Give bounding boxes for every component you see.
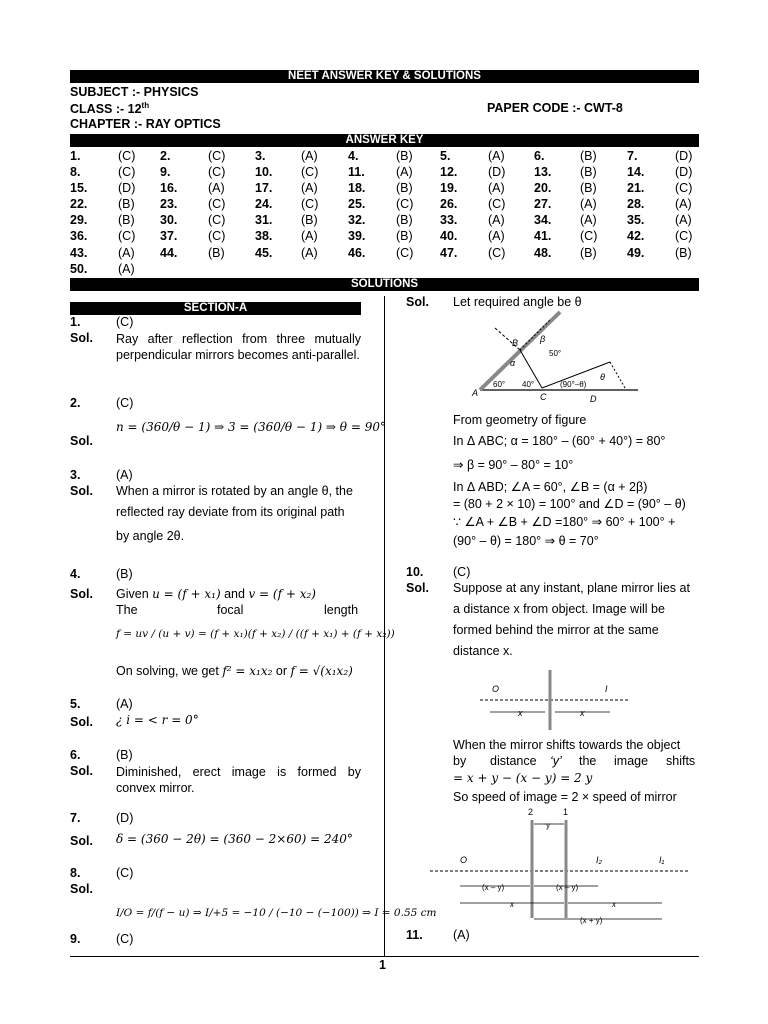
answer-key-question-number: 3. (255, 149, 266, 163)
q10-word-distance: distance (490, 754, 537, 768)
answer-key-row (70, 246, 700, 262)
distance-x-left: x (518, 708, 523, 718)
label-xpy: (x + y) (580, 916, 603, 925)
answer-key-row (70, 262, 700, 278)
beta-label: β (540, 334, 546, 344)
q10-shift-equation: = x + y − (x − y) = 2 y (453, 771, 593, 785)
answer-key-question-number: 7. (627, 149, 638, 163)
q10-answer: (C) (453, 565, 471, 579)
q10-text-line8: So speed of image = 2 × speed of mirror (453, 790, 677, 804)
q2-equation: n = (360/θ − 1) ⇒ 3 = (360/θ − 1) ⇒ θ = 90° (116, 420, 386, 434)
q1-number: 1. (70, 315, 81, 329)
q1-answer: (C) (116, 315, 134, 329)
object-label-2: O (460, 855, 468, 865)
answer-key-question-number: 8. (70, 165, 81, 180)
label-xmy-left: (x – y) (482, 883, 505, 892)
q9-line2: In Δ ABC; α = 180° – (60° + 40°) = 80° (453, 434, 666, 448)
point-b-label: B (512, 338, 519, 348)
answer-key-heading: ANSWER KEY (70, 134, 699, 147)
answer-key-option: (A) (301, 149, 318, 163)
answer-key-question-number: 42. (627, 229, 645, 244)
label-x-left: x (510, 900, 514, 909)
q8-answer: (C) (116, 866, 134, 880)
answer-key-option: (A) (396, 165, 413, 180)
answer-key-option: (C) (208, 149, 226, 163)
answer-key-option: (B) (580, 245, 597, 260)
answer-key-row (70, 197, 700, 213)
answer-key-option: (A) (118, 261, 135, 276)
point-d-label: D (590, 394, 597, 404)
q3-number: 3. (70, 468, 81, 482)
answer-key-question-number: 43. (70, 245, 88, 260)
answer-key-question-number: 34. (534, 213, 552, 228)
object-label: O (492, 684, 500, 694)
q10-text-line2: a distance x from object. Image will be (453, 602, 665, 616)
footer-rule (70, 956, 699, 957)
answer-key-option: (B) (396, 229, 413, 244)
q10-text-line5: When the mirror shifts towards the object (453, 738, 681, 752)
theta-label: θ (600, 372, 605, 382)
answer-key-row (70, 165, 700, 181)
q9-number: 9. (70, 932, 81, 946)
answer-key-question-number: 36. (70, 229, 88, 244)
answer-key-option: (B) (301, 213, 318, 228)
q9-line1: From geometry of figure (453, 413, 587, 427)
answer-key-option: (C) (208, 197, 226, 212)
q9-answer: (C) (116, 932, 134, 946)
q3-text-line1: When a mirror is rotated by an angle θ, the (116, 484, 353, 498)
answer-key-option: (A) (488, 149, 505, 163)
q9-sol-label: Sol. (406, 295, 429, 309)
q8-number: 8. (70, 866, 81, 880)
q3-text-line2: reflected ray deviate from its original path (116, 505, 345, 519)
answer-key-question-number: 19. (440, 181, 458, 196)
answer-key-question-number: 25. (348, 197, 366, 212)
answer-key-option: (A) (301, 229, 318, 244)
q9-line5: = (80 + 2 × 10) = 100° and ∠D = (90° – θ) (453, 497, 686, 511)
q9-line4: In Δ ABD; ∠A = 60°, ∠B = (α + 2β) (453, 480, 648, 494)
answer-key-option: (B) (396, 181, 413, 196)
answer-key-option: (C) (488, 197, 506, 212)
answer-key-option: (C) (675, 181, 693, 196)
angle-50-label: 50° (549, 349, 562, 358)
answer-key-question-number: 29. (70, 213, 88, 228)
answer-key-question-number: 13. (534, 165, 552, 180)
q7-number: 7. (70, 811, 81, 825)
q7-sol-label: Sol. (70, 834, 93, 848)
point-a-label: A (472, 388, 479, 398)
answer-key-option: (A) (488, 181, 505, 196)
answer-key-question-number: 30. (160, 213, 178, 228)
solutions-heading: SOLUTIONS (70, 278, 699, 291)
answer-key-question-number: 5. (440, 149, 451, 163)
answer-key-question-number: 38. (255, 229, 273, 244)
answer-key-question-number: 2. (160, 149, 171, 163)
answer-key-option: (C) (208, 213, 226, 228)
normal-line-2 (610, 362, 625, 388)
answer-key-option: (C) (396, 197, 414, 212)
answer-key-option: (B) (396, 149, 413, 163)
answer-key-question-number: 16. (160, 181, 178, 196)
answer-key-question-number: 39. (348, 229, 366, 244)
q4-word-length: length (324, 603, 359, 617)
q3-answer: (A) (116, 468, 133, 482)
q7-answer: (D) (116, 811, 134, 825)
answer-key-row (70, 213, 700, 229)
q6-answer: (B) (116, 748, 133, 762)
alpha-label: α (510, 358, 516, 368)
answer-key-option: (C) (488, 245, 506, 260)
answer-key-option: (D) (488, 165, 506, 180)
answer-key-option: (B) (580, 149, 597, 163)
q5-equation: ¿ i = < r = 0° (116, 713, 199, 727)
q6-number: 6. (70, 748, 81, 762)
page-number: 1 (379, 958, 386, 972)
answer-key-question-number: 23. (160, 197, 178, 212)
answer-key-option: (A) (208, 181, 225, 196)
mirror-2-label: 2 (528, 807, 534, 817)
paper-code: PAPER CODE :- CWT-8 (487, 101, 623, 115)
answer-key-question-number: 31. (255, 213, 273, 228)
image-label: I (605, 684, 608, 694)
q10-text-line1: Suppose at any instant, plane mirror lies at (453, 581, 690, 595)
label-x-right: x (612, 900, 616, 909)
q10-word-by: by (453, 754, 467, 768)
answer-key-question-number: 11. (348, 165, 365, 180)
q9-mirror-figure (460, 310, 650, 405)
q4-answer: (B) (116, 567, 133, 581)
answer-key-option: (D) (675, 149, 693, 163)
answer-key-question-number: 9. (160, 165, 171, 180)
q4-word-focal: focal (217, 603, 244, 617)
answer-key-question-number: 18. (348, 181, 366, 196)
answer-key-option: (B) (675, 245, 692, 260)
q4-sol-label: Sol. (70, 587, 93, 601)
answer-key-question-number: 20. (534, 181, 552, 196)
answer-key-question-number: 22. (70, 197, 88, 212)
answer-key-option: (A) (301, 245, 318, 260)
answer-key-grid (70, 149, 700, 278)
image-i2-label: I₂ (596, 855, 602, 865)
q3-text-line3: by angle 2θ. (116, 529, 185, 543)
answer-key-question-number: 27. (534, 197, 552, 212)
answer-key-question-number: 17. (255, 181, 273, 196)
answer-key-option: (A) (580, 213, 597, 228)
answer-key-row (70, 149, 700, 165)
document-title: NEET ANSWER KEY & SOLUTIONS (70, 70, 699, 83)
q4-word-the: The (116, 603, 138, 617)
angle-90-theta-label: (90°–θ) (560, 380, 587, 389)
q9-line3: ⇒ β = 90° – 80° = 10° (453, 458, 574, 472)
q6-sol-label: Sol. (70, 764, 93, 778)
q11-number: 11. (406, 928, 423, 942)
inclined-mirror (480, 312, 560, 390)
q8-equation: I/O = f/(f − u) ⇒ I/+5 = −10 / (−10 − (−100)) ⇒ I = 0.55 cm (116, 907, 437, 919)
q1-sol-label: Sol. (70, 331, 93, 345)
q10-number: 10. (406, 565, 424, 579)
class-label: CLASS :- 12th (70, 101, 150, 117)
answer-key-option: (B) (208, 245, 225, 260)
answer-key-question-number: 26. (440, 197, 458, 212)
q9-line7: (90° – θ) = 180° ⇒ θ = 70° (453, 534, 599, 548)
answer-key-question-number: 46. (348, 245, 366, 260)
answer-key-question-number: 10. (255, 165, 273, 180)
answer-key-option: (D) (675, 165, 693, 180)
q9-line6: ∵ ∠A + ∠B + ∠D =180° ⇒ 60° + 100° + (453, 515, 676, 529)
answer-key-option: (B) (396, 213, 413, 228)
q10-mirror-figure-1 (480, 670, 630, 730)
answer-key-question-number: 47. (440, 245, 458, 260)
section-a-heading: SECTION-A (70, 302, 361, 315)
q4-number: 4. (70, 567, 81, 581)
label-xmy-right: (x – y) (556, 883, 579, 892)
answer-key-option: (B) (580, 165, 597, 180)
q10-word-the: the (579, 754, 597, 768)
point-c-label: C (540, 392, 547, 402)
answer-key-option: (A) (675, 197, 692, 212)
answer-key-question-number: 32. (348, 213, 366, 228)
q3-sol-label: Sol. (70, 484, 93, 498)
answer-key-option: (C) (580, 229, 598, 244)
answer-key-row (70, 181, 700, 197)
answer-key-option: (C) (675, 229, 693, 244)
q4-focal-equation: f = uv / (u + v) = (f + x₁)(f + x₂) / ((f + x₁) + (f + x₂)) (116, 628, 395, 640)
answer-key-option: (C) (118, 149, 136, 163)
answer-key-question-number: 28. (627, 197, 645, 212)
column-divider (384, 296, 385, 956)
y-label: y (546, 821, 550, 830)
answer-key-question-number: 21. (627, 181, 645, 196)
q5-sol-label: Sol. (70, 715, 93, 729)
q2-number: 2. (70, 396, 81, 410)
answer-key-question-number: 14. (627, 165, 645, 180)
q8-sol-label: Sol. (70, 882, 93, 896)
q10-word-shifts: shifts (666, 754, 696, 768)
angle-60-label: 60° (493, 380, 506, 389)
answer-key-option: (C) (208, 229, 226, 244)
angle-40-label: 40° (522, 380, 535, 389)
q10-mirror-figure-2 (430, 806, 690, 926)
answer-key-option: (A) (301, 181, 318, 196)
answer-key-question-number: 15. (70, 181, 88, 196)
chapter-label: CHAPTER :- RAY OPTICS (70, 117, 221, 131)
answer-key-option: (C) (208, 165, 226, 180)
q1-solution-text: Ray after reflection from three mutually perpendicular mirrors becomes anti-parallel. (116, 332, 361, 362)
answer-key-question-number: 40. (440, 229, 458, 244)
answer-key-option: (A) (488, 213, 505, 228)
answer-key-option: (D) (118, 181, 136, 196)
answer-key-question-number: 4. (348, 149, 359, 163)
image-i1-label: I₁ (659, 855, 665, 865)
q4-given-line: Given u = (f + x₁) and v = (f + x₂) (116, 587, 316, 601)
answer-key-option: (B) (118, 213, 135, 228)
q4-result-line: On solving, we get f² = x₁x₂ or f = √(x₁x₂) (116, 664, 353, 678)
answer-key-option: (A) (118, 245, 135, 260)
answer-key-question-number: 50. (70, 261, 88, 276)
answer-key-question-number: 6. (534, 149, 545, 163)
answer-key-option: (C) (396, 245, 414, 260)
answer-key-option: (A) (675, 213, 692, 228)
answer-key-question-number: 35. (627, 213, 645, 228)
q9-intro: Let required angle be θ (453, 295, 582, 309)
answer-key-question-number: 24. (255, 197, 273, 212)
answer-key-option: (C) (301, 197, 319, 212)
answer-key-option: (A) (580, 197, 597, 212)
answer-key-question-number: 33. (440, 213, 458, 228)
answer-key-option: (A) (488, 229, 505, 244)
q5-answer: (A) (116, 697, 133, 711)
answer-key-option: (C) (301, 165, 319, 180)
answer-key-question-number: 41. (534, 229, 552, 244)
q6-solution-text: Diminished, erect image is formed by convex mirror. (116, 765, 361, 795)
answer-key-question-number: 45. (255, 245, 273, 260)
answer-key-option: (B) (118, 197, 135, 212)
answer-key-question-number: 37. (160, 229, 178, 244)
answer-key-option: (C) (118, 165, 136, 180)
q2-answer: (C) (116, 396, 134, 410)
q5-number: 5. (70, 697, 81, 711)
answer-key-question-number: 1. (70, 149, 81, 163)
q11-answer: (A) (453, 928, 470, 942)
q10-word-y: ‘y’ (550, 754, 562, 768)
answer-key-row (70, 229, 700, 245)
answer-key-question-number: 49. (627, 245, 645, 260)
q10-sol-label: Sol. (406, 581, 429, 595)
subject-label: SUBJECT :- PHYSICS (70, 85, 199, 99)
mirror-1-label: 1 (563, 807, 569, 817)
q10-word-image: image (614, 754, 649, 768)
q7-equation: δ = (360 − 2θ) = (360 − 2×60) = 240° (116, 832, 353, 846)
answer-key-question-number: 48. (534, 245, 552, 260)
answer-key-option: (B) (580, 181, 597, 196)
q10-text-line4: distance x. (453, 644, 513, 658)
q2-sol-label: Sol. (70, 434, 93, 448)
answer-key-option: (C) (118, 229, 136, 244)
q10-text-line3: formed behind the mirror at the same (453, 623, 659, 637)
answer-key-question-number: 44. (160, 245, 178, 260)
distance-x-right: x (580, 708, 585, 718)
answer-key-question-number: 12. (440, 165, 458, 180)
